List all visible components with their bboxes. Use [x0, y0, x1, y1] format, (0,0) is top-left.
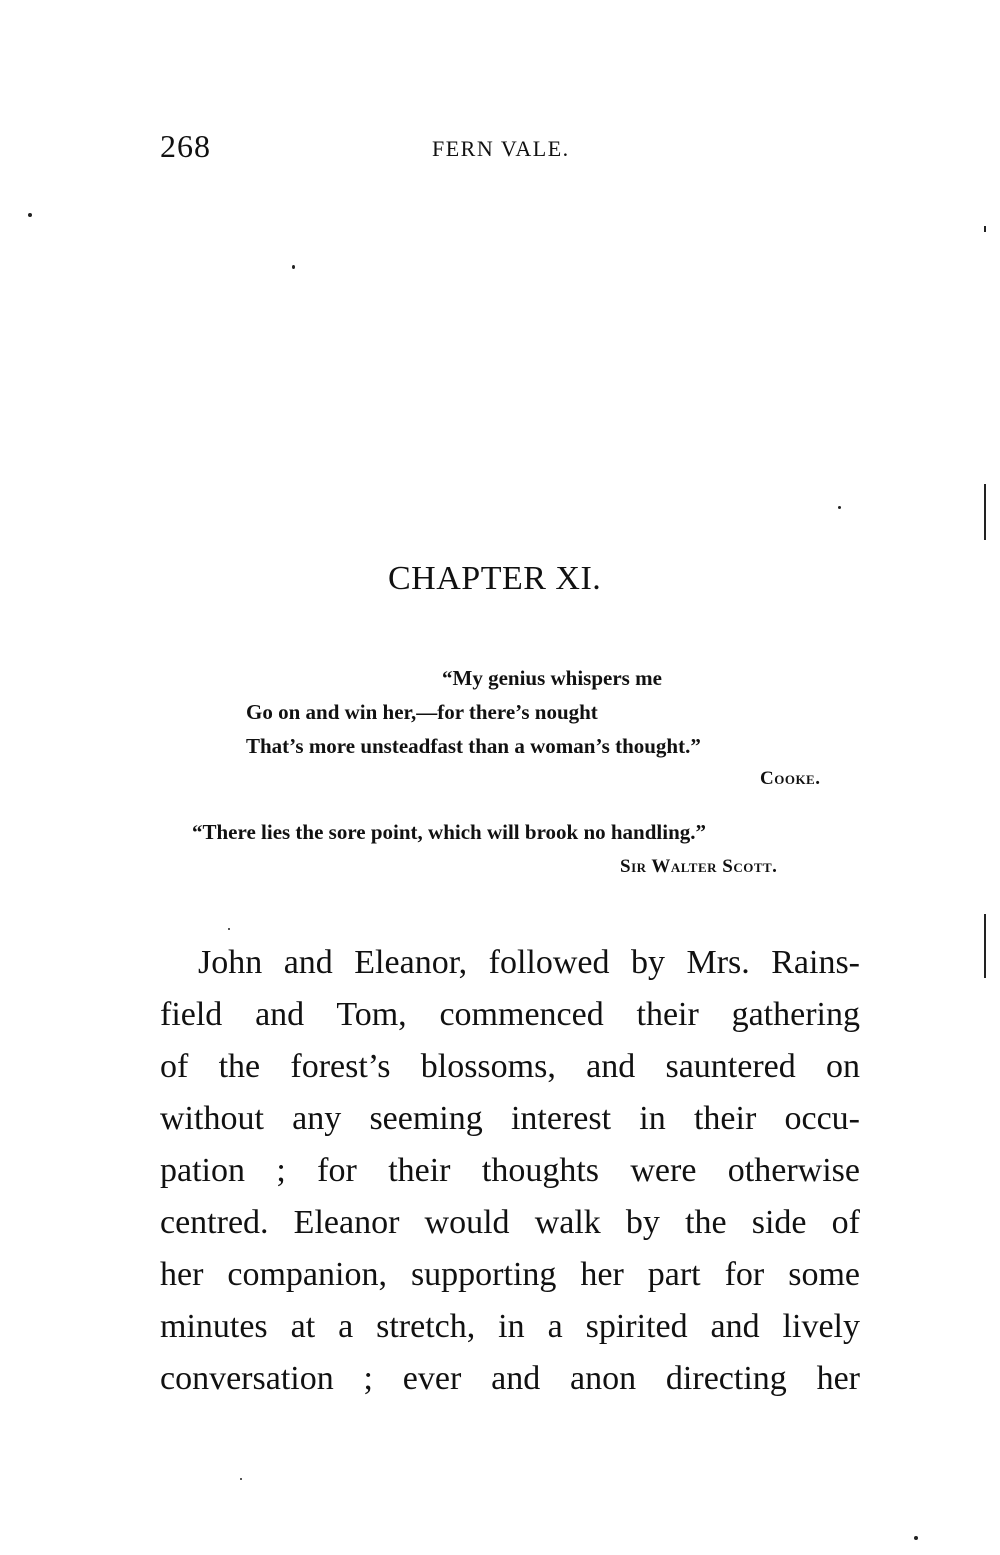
- running-title: FERN VALE.: [432, 136, 570, 161]
- epigraph-1-attribution: Cooke.: [760, 768, 821, 789]
- body-line: of the forest’s blossoms, and sauntered on: [160, 1048, 860, 1085]
- body-line: John and Eleanor, followed by Mrs. Rains-: [198, 944, 860, 981]
- body-line: centred. Eleanor would walk by the side of: [160, 1204, 860, 1241]
- body-line: minutes at a stretch, in a spirited and lively: [160, 1308, 860, 1345]
- body-line: conversation ; ever and anon directing her: [160, 1360, 860, 1397]
- edge-mark: [984, 914, 986, 978]
- scan-speck: [292, 265, 295, 269]
- chapter-title: CHAPTER XI.: [388, 560, 602, 597]
- epigraph-1-line-1: “My genius whispers me: [442, 666, 662, 690]
- scan-speck: [228, 928, 230, 930]
- scan-speck: [914, 1536, 918, 1540]
- body-line: her companion, supporting her part for some: [160, 1256, 860, 1293]
- body-line: pation ; for their thoughts were otherwise: [160, 1152, 860, 1189]
- epigraph-1-line-2: Go on and win her,—for there’s nought: [246, 700, 598, 724]
- epigraph-2-attribution: Sir Walter Scott.: [620, 856, 778, 877]
- scan-speck: [240, 1478, 242, 1480]
- page-number: 268: [160, 128, 211, 164]
- edge-mark: [984, 484, 986, 540]
- body-line: without any seeming interest in their occu-: [160, 1100, 860, 1137]
- edge-mark: [984, 226, 986, 232]
- scan-speck: [28, 213, 32, 217]
- body-line: field and Tom, commenced their gathering: [160, 996, 860, 1033]
- epigraph-1-line-3: That’s more unsteadfast than a woman’s thought.”: [246, 734, 701, 758]
- scan-speck: [838, 506, 841, 509]
- epigraph-2-line-1: “There lies the sore point, which will brook no handling.”: [192, 820, 707, 844]
